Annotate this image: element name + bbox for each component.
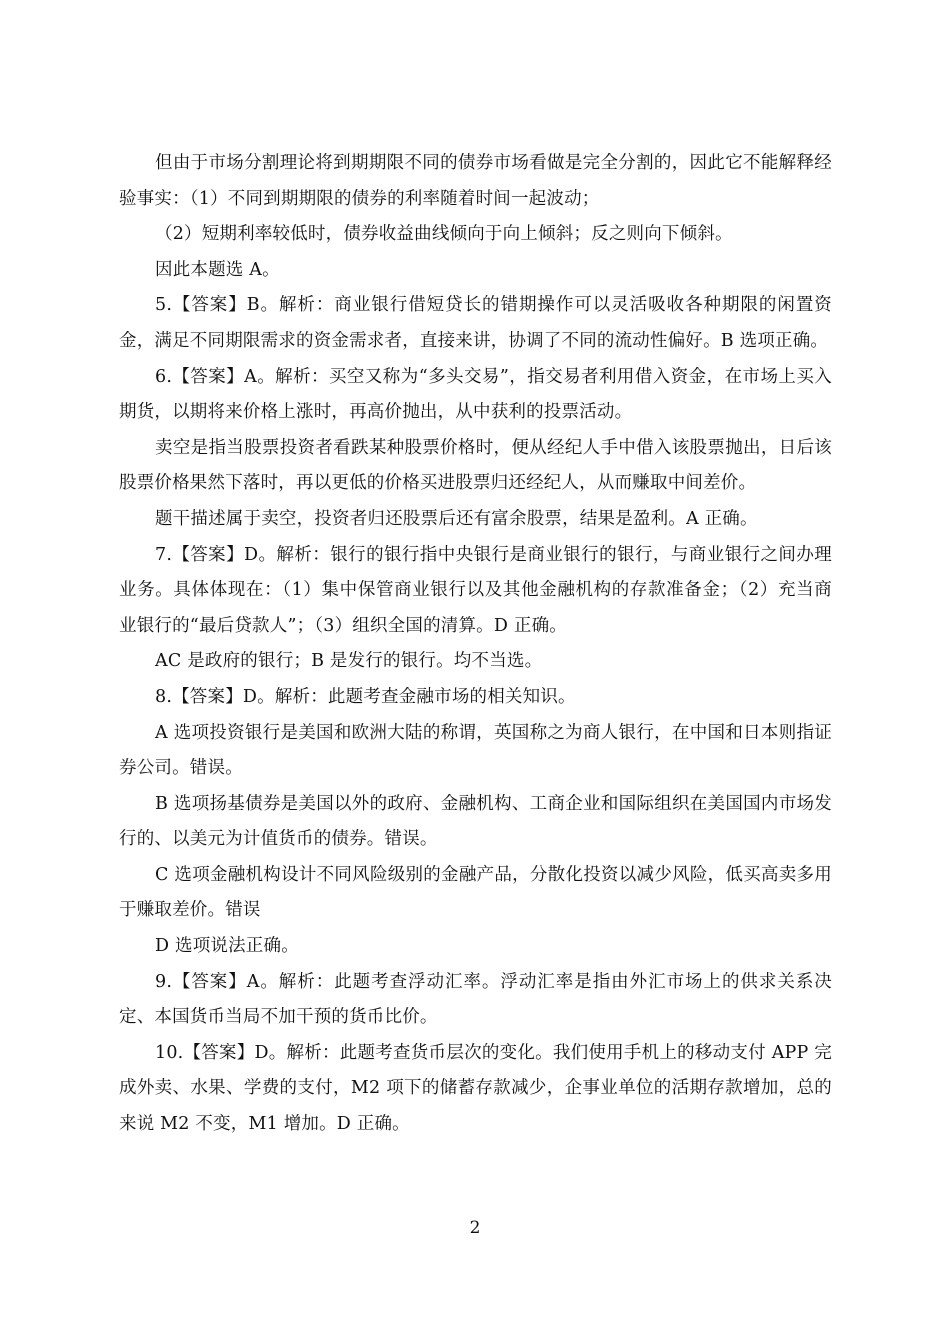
paragraph-answer-choice: 因此本题选 A。 [155,259,280,280]
paragraph-question-5: 5.【答案】B。解析：商业银行借短贷长的错期操作可以灵活吸收各种期限的闲置资金，满足不同期限需求的资金需求者，直接来讲，协调了不同的流动性偏好。B 选项正确。 [119,295,832,351]
paragraph-question-9: 9.【答案】A。解析：此题考查浮动汇率。浮动汇率是指由外汇市场上的供求关系决定、本国货币当局不加干预的货币比价。 [119,971,832,1028]
paragraph-question-7: 7.【答案】D。解析：银行的银行指中央银行是商业银行的银行，与商业银行之间办理业务。具体体现在：（1）集中保管商业银行以及其他金融机构的存款准备金；（2）充当商业银行的“最后贷款人”；（3）组织全国的清算。D 正确。 [119,544,832,636]
paragraph-market-segmentation: 但由于市场分割理论将到期期限不同的债券市场看做是完全分割的，因此它不能解释经验事实：（1）不同到期期限的债券的利率随着时间一起波动； [119,153,832,209]
paragraph-option-c: C 选项金融机构设计不同风险级别的金融产品，分散化投资以减少风险，低买高卖多用于赚取差价。错误 [119,864,832,921]
paragraph-question-7-note: AC 是政府的银行；B 是发行的银行。均不当选。 [155,651,543,672]
paragraph-short-selling: 卖空是指当股票投资者看跌某种股票价格时，便从经纪人手中借入该股票抛出，日后该股票价格果然下落时，再以更低的价格买进股票归还经纪人，从而赚取中间差价。 [119,437,832,494]
page-body [119,146,832,1143]
paragraph-question-10: 10.【答案】D。解析：此题考查货币层次的变化。我们使用手机上的移动支付 APP 完成外卖、水果、学费的支付，M2 项下的储蓄存款减少，企事业单位的活期存款增加，总的来说 M2 不变，M1 增加。D 正确。 [119,1042,832,1135]
paragraph-option-d: D 选项说法正确。 [155,936,299,957]
paragraph-option-a: A 选项投资银行是美国和欧洲大陆的称谓，英国称之为商人银行，在中国和日本则指证券公司。错误。 [119,722,832,779]
paragraph-yield-curve: （2）短期利率较低时，债券收益曲线倾向于向上倾斜；反之则向下倾斜。 [155,224,733,245]
paragraph-question-8: 8.【答案】D。解析：此题考查金融市场的相关知识。 [155,686,576,707]
paragraph-option-b: B 选项扬基债券是美国以外的政府、金融机构、工商企业和国际组织在美国国内市场发行的、以美元为计值货币的债券。错误。 [119,793,832,850]
page-number: 2 [469,1218,481,1238]
paragraph-question-6-conclusion: 题干描述属于卖空，投资者归还股票后还有富余股票，结果是盈利。A 正确。 [155,508,758,529]
paragraph-question-6: 6.【答案】A。解析：买空又称为“多头交易”，指交易者利用借入资金，在市场上买入期货，以期将来价格上涨时，再高价抛出，从中获利的投票活动。 [119,366,832,423]
